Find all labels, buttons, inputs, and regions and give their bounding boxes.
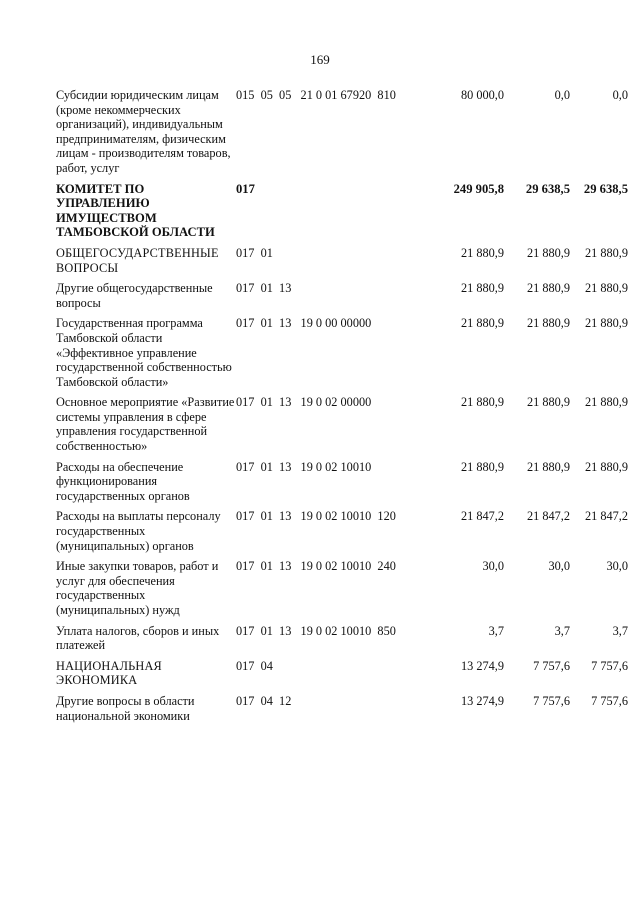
row-value-2: 21 880,9 [526, 245, 570, 260]
table-row [56, 246, 628, 281]
row-value-2: 21 880,9 [526, 395, 570, 410]
row-value-1: 30,0 [482, 559, 504, 574]
row-name: ОБЩЕГОСУДАРСТВЕННЫЕ ВОПРОСЫ [56, 245, 219, 275]
table-row [56, 88, 628, 182]
table-row [56, 281, 628, 316]
row-name: Другие общегосударственные вопросы [56, 281, 213, 310]
row-value-1: 21 880,9 [460, 316, 504, 331]
table-row [56, 182, 628, 246]
row-value-2: 0,0 [554, 88, 570, 102]
row-code: 017 01 13 19 0 02 00000 [236, 395, 372, 410]
row-value-2: 30,0 [548, 559, 570, 574]
budget-table [56, 88, 628, 729]
row-value-1: 13 274,9 [460, 658, 504, 673]
row-value-1: 21 880,9 [460, 459, 504, 474]
row-name: Другие вопросы в области национальной экономики [56, 693, 195, 723]
row-code: 017 [236, 181, 255, 196]
row-value-3: 21 880,9 [584, 281, 628, 296]
row-value-3: 3,7 [612, 623, 628, 638]
table-row [56, 509, 628, 559]
table-row [56, 395, 628, 459]
row-value-3: 21 847,2 [584, 509, 628, 524]
row-name: НАЦИОНАЛЬНАЯ ЭКОНОМИКА [56, 658, 162, 688]
row-value-3: 7 757,6 [591, 658, 628, 673]
row-code: 017 01 13 19 0 02 10010 240 [236, 559, 396, 574]
row-name: КОМИТЕТ ПО УПРАВЛЕНИЮ ИМУЩЕСТВОМ ТАМБОВСКОЙ ОБЛАСТИ [56, 181, 215, 240]
row-code: 017 01 13 19 0 02 10010 120 [236, 509, 396, 524]
row-code: 017 01 [236, 245, 273, 260]
row-value-2: 21 847,2 [526, 509, 570, 524]
row-code: 017 04 [236, 658, 273, 673]
row-value-1: 21 880,9 [460, 281, 504, 296]
row-name: Расходы на обеспечение функционирования государственных органов [56, 459, 190, 503]
row-value-3: 29 638,5 [583, 181, 628, 196]
row-value-2: 3,7 [554, 623, 570, 638]
row-value-2: 7 757,6 [533, 693, 570, 708]
row-value-1: 249 905,8 [453, 181, 504, 196]
row-value-3: 7 757,6 [591, 693, 628, 708]
row-value-2: 29 638,5 [525, 181, 570, 196]
row-value-2: 21 880,9 [526, 459, 570, 474]
table-row [56, 559, 628, 623]
row-value-1: 21 880,9 [460, 395, 504, 410]
row-value-2: 21 880,9 [526, 281, 570, 296]
row-value-1: 3,7 [488, 623, 504, 638]
row-value-1: 21 880,9 [460, 245, 504, 260]
row-code: 015 05 05 21 0 01 67920 810 [236, 88, 396, 102]
page-number: 169 [310, 52, 330, 67]
row-value-2: 21 880,9 [526, 316, 570, 331]
row-value-3: 0,0 [612, 88, 628, 102]
row-code: 017 01 13 19 0 02 10010 850 [236, 623, 396, 638]
table-row [56, 624, 628, 659]
row-code: 017 01 13 [236, 281, 292, 296]
row-name: Расходы на выплаты персоналу государственных (муниципальных) органов [56, 509, 221, 553]
row-name: Основное мероприятие «Развитие системы управления в сфере управления государственной собственностью» [56, 395, 235, 454]
row-value-3: 30,0 [606, 559, 628, 574]
row-value-1: 80 000,0 [460, 88, 504, 102]
row-value-2: 7 757,6 [533, 658, 570, 673]
row-value-1: 21 847,2 [460, 509, 504, 524]
table-row [56, 659, 628, 694]
row-value-3: 21 880,9 [584, 459, 628, 474]
row-value-3: 21 880,9 [584, 395, 628, 410]
table-row [56, 316, 628, 395]
row-name: Субсидии юридическим лицам (кроме некоммерческих организаций), индивидуальным предпринимателям, физическим лицам - производителям товаров, работ, услуг [56, 88, 231, 175]
row-value-3: 21 880,9 [584, 245, 628, 260]
table-row [56, 694, 628, 729]
row-value-3: 21 880,9 [584, 316, 628, 331]
table-row [56, 460, 628, 510]
row-name: Иные закупки товаров, работ и услуг для обеспечения государственных (муниципальных) нужд [56, 559, 219, 617]
row-code: 017 01 13 19 0 02 10010 [236, 459, 372, 474]
row-name: Государственная программа Тамбовской области «Эффективное управление государственной собственностью Тамбовской области» [56, 316, 232, 389]
row-code: 017 01 13 19 0 00 00000 [236, 316, 372, 331]
row-name: Уплата налогов, сборов и иных платежей [56, 623, 220, 653]
row-value-1: 13 274,9 [460, 693, 504, 708]
row-code: 017 04 12 [236, 693, 292, 708]
